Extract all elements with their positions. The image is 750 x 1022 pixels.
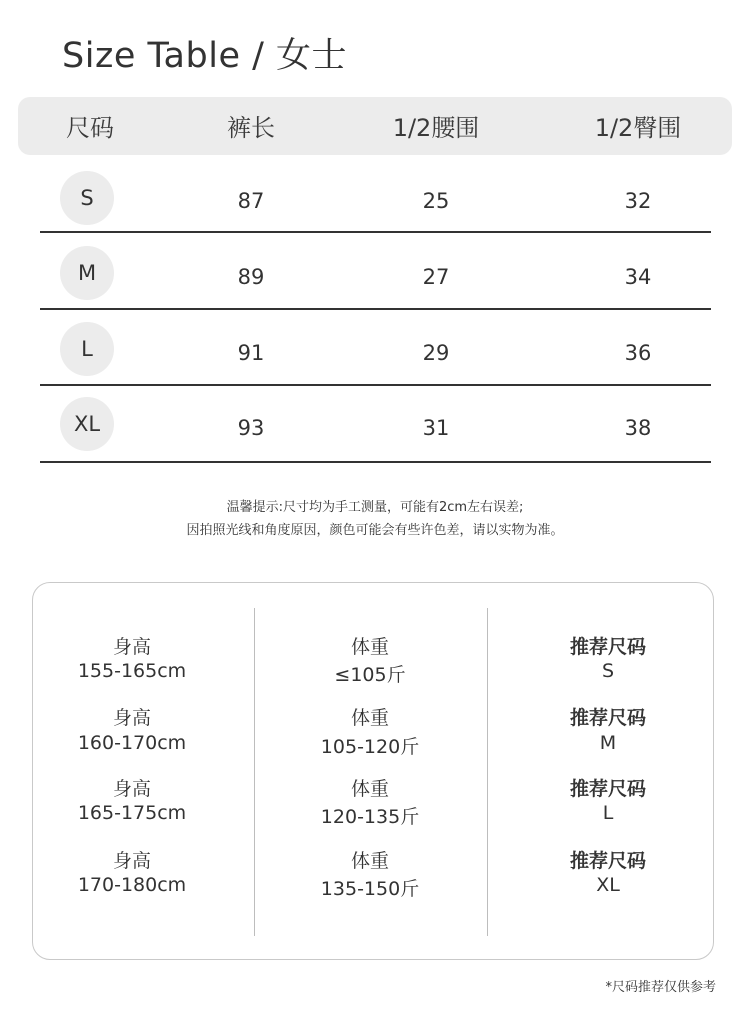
recommended-size: XL [596, 874, 620, 896]
height-label: 身高 [112, 778, 152, 800]
half-waist-cell: 31 [422, 416, 450, 440]
size-badge: M [60, 246, 114, 300]
half-hip-cell: 32 [624, 189, 652, 213]
color-note: 因拍照光线和角度原因，颜色可能会有些许色差，请以实物为准。 [186, 523, 564, 538]
header-size: 尺码 [66, 114, 114, 142]
length-cell: 89 [237, 265, 265, 289]
weight-label: 体重 [350, 636, 390, 658]
recommended-size-label: 推荐尺码 [569, 636, 647, 658]
weight-label: 体重 [350, 778, 390, 800]
table-bottom-divider [40, 461, 711, 463]
height-range: 155-165cm [77, 660, 187, 682]
length-cell: 87 [237, 189, 265, 213]
weight-range: ≤105斤 [334, 664, 406, 686]
size-badge: L [60, 322, 114, 376]
header-half-hip: 1/2臀围 [594, 114, 682, 142]
recommended-size: S [601, 660, 615, 682]
recommended-size: M [599, 732, 617, 754]
recommended-size-label: 推荐尺码 [569, 707, 647, 729]
height-label: 身高 [112, 707, 152, 729]
half-hip-cell: 36 [624, 341, 652, 365]
height-label: 身高 [112, 636, 152, 658]
recommended-size-label: 推荐尺码 [569, 850, 647, 872]
weight-range: 120-135斤 [320, 806, 420, 828]
size-badge: XL [60, 397, 114, 451]
table-row [0, 160, 750, 236]
size-disclaimer: *尺码推荐仅供参考 [605, 980, 716, 995]
recommended-size-label: 推荐尺码 [569, 778, 647, 800]
length-cell: 93 [237, 416, 265, 440]
header-length: 裤长 [227, 114, 275, 142]
column-divider [254, 608, 255, 936]
weight-range: 105-120斤 [320, 736, 420, 758]
half-waist-cell: 27 [422, 265, 450, 289]
table-row [0, 312, 750, 388]
row-divider [40, 384, 711, 386]
recommended-size: L [602, 802, 614, 824]
length-cell: 91 [237, 341, 265, 365]
row-divider [40, 308, 711, 310]
half-hip-cell: 34 [624, 265, 652, 289]
size-badge: S [60, 171, 114, 225]
page-title: Size Table / 女士 [62, 36, 348, 76]
half-waist-cell: 29 [422, 341, 450, 365]
weight-range: 135-150斤 [320, 878, 420, 900]
height-range: 160-170cm [77, 732, 187, 754]
measurement-note: 温馨提示:尺寸均为手工测量，可能有2cm左右误差; [226, 500, 524, 515]
weight-label: 体重 [350, 850, 390, 872]
height-label: 身高 [112, 850, 152, 872]
header-half-waist: 1/2腰围 [392, 114, 480, 142]
weight-label: 体重 [350, 707, 390, 729]
half-hip-cell: 38 [624, 416, 652, 440]
column-divider [487, 608, 488, 936]
row-divider [40, 231, 711, 233]
table-row [0, 388, 750, 464]
table-row [0, 236, 750, 312]
height-range: 170-180cm [77, 874, 187, 896]
half-waist-cell: 25 [422, 189, 450, 213]
height-range: 165-175cm [77, 802, 187, 824]
